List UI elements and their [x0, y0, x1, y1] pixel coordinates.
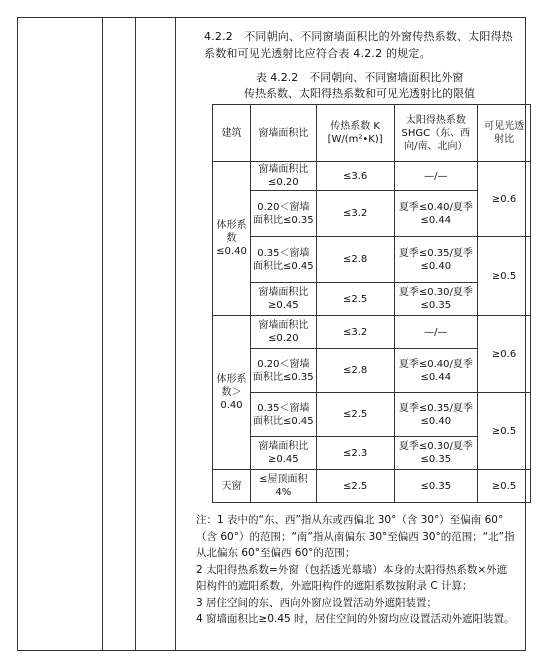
table-row: [213, 316, 531, 349]
shgc-cell: 夏季≤0.40/夏季≤0.44: [394, 191, 478, 237]
table-notes: [196, 512, 517, 628]
column-divider: [102, 18, 103, 650]
table-caption-line-1: 表 4.2.2 不同朝向、不同窗墙面积比外窗: [255, 71, 464, 84]
vt-cell: ≥0.5: [478, 393, 531, 470]
ratio-cell: 0.35＜窗墙面积比≤0.45: [250, 393, 316, 437]
ratio-cell: 0.35＜窗墙面积比≤0.45: [250, 237, 316, 283]
skylight-label: 天窗: [213, 470, 251, 503]
ratio-cell: 0.20＜窗墙面积比≤0.35: [250, 349, 316, 393]
shgc-cell: 夏季≤0.40/夏季≤0.44: [394, 349, 478, 393]
k-cell: ≤2.3: [316, 437, 394, 470]
header-k: 传热系数 K [W/(m²•K)]: [316, 105, 394, 162]
table-header-row: [213, 105, 531, 162]
ratio-cell: 0.20＜窗墙面积比≤0.35: [250, 191, 316, 237]
note-3: 3 居住空间的东、西向外窗应设置活动外遮阳装置；: [196, 596, 438, 609]
k-cell: ≤2.5: [316, 283, 394, 316]
header-building: 建筑: [213, 105, 251, 162]
shgc-cell: —/—: [394, 316, 478, 349]
note-2: 2 太阳得热系数=外窗（包括透光幕墙）本身的太阳得热系数×外遮阳构件的遮阳系数，外遮阳构件的遮阳系数按附录 C 计算；: [196, 563, 508, 592]
group-label: 体形系数＞0.40: [213, 316, 251, 470]
shgc-cell: 夏季≤0.30/夏季≤0.35: [394, 437, 478, 470]
shgc-cell: 夏季≤0.35/夏季≤0.40: [394, 393, 478, 437]
group-label: 体形系数≤0.40: [213, 162, 251, 316]
table-row: [213, 162, 531, 191]
table-row: [213, 393, 531, 437]
vt-cell: ≥0.6: [478, 316, 531, 393]
vt-cell: ≥0.5: [478, 237, 531, 316]
note-4: 4 窗墙面积比≥0.45 时，居住空间的外窗均应设置活动外遮阳装置。: [196, 613, 515, 625]
limits-table: [212, 104, 531, 503]
ratio-cell: 窗墙面积比≤0.20: [250, 162, 316, 191]
table-caption-line-2: 传热系数、太阳得热系数和可见光透射比的限值: [244, 87, 475, 100]
table-row-skylight: [213, 470, 531, 503]
shgc-cell: —/—: [394, 162, 478, 191]
ratio-cell: 窗墙面积比≥0.45: [250, 283, 316, 316]
header-shgc: 太阳得热系数 SHGC（东、西向/南、北向）: [394, 105, 478, 162]
ratio-cell: 窗墙面积比≥0.45: [250, 437, 316, 470]
document-frame: [17, 17, 526, 651]
k-cell: ≤2.8: [316, 349, 394, 393]
shgc-cell: 夏季≤0.30/夏季≤0.35: [394, 283, 478, 316]
clause-text: 4.2.2 不同朝向、不同窗墙面积比的外窗传热系数、太阳得热系数和可见光透射比应符合表 4.2.2 的规定。: [204, 30, 513, 60]
k-cell: ≤3.2: [316, 191, 394, 237]
table-caption: [202, 70, 517, 102]
shgc-cell: ≤0.35: [394, 470, 478, 503]
shgc-cell: 夏季≤0.35/夏季≤0.40: [394, 237, 478, 283]
column-divider: [175, 18, 176, 650]
clause-cell: [188, 18, 525, 650]
k-cell: ≤3.2: [316, 316, 394, 349]
vt-cell: ≥0.6: [478, 162, 531, 237]
vt-cell: ≥0.5: [478, 470, 531, 503]
ratio-cell: 窗墙面积比≤0.20: [250, 316, 316, 349]
k-cell: ≤2.8: [316, 237, 394, 283]
table-row: [213, 237, 531, 283]
column-divider: [135, 18, 136, 650]
header-vt: 可见光透射比: [478, 105, 531, 162]
header-ratio: 窗墙面积比: [250, 105, 316, 162]
k-cell: ≤3.6: [316, 162, 394, 191]
k-cell: ≤2.5: [316, 393, 394, 437]
ratio-cell: ≤屋顶面积4%: [250, 470, 316, 503]
note-1: 注：1 表中的“东、西”指从东或西偏北 30°（含 30°）至偏南 60°（含 60°）的范围；“南”指从南偏东 30°至偏西 30°的范围；“北”指从北偏东 60°至偏西 60°的范围；: [196, 514, 515, 559]
k-cell: ≤2.5: [316, 470, 394, 503]
